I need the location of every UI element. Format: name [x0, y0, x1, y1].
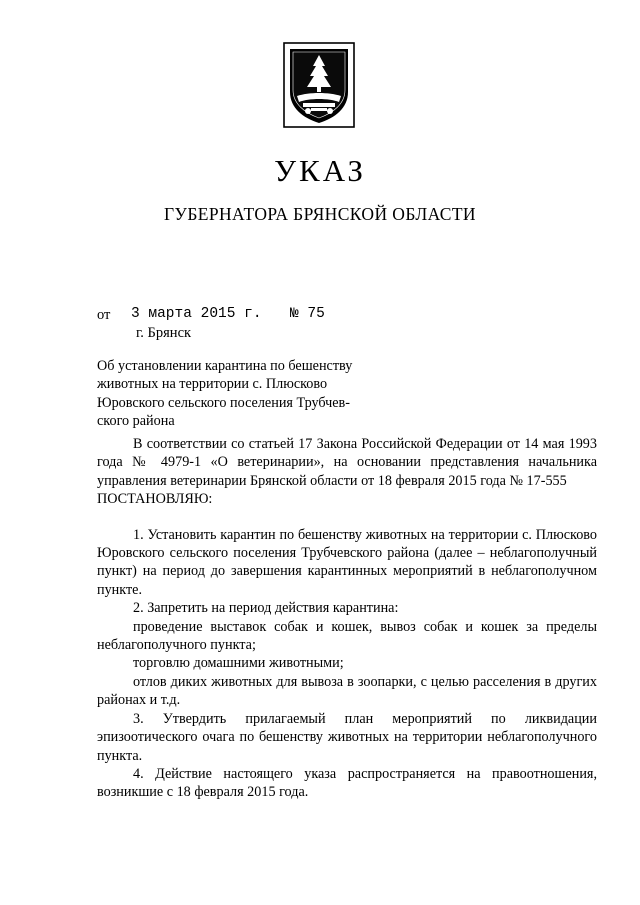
preamble-paragraph: В соответствии со статьей 17 Закона Российской Федерации от 14 мая 1993 года № 4979-1 «О ветеринарии», на основании представления начальника управления ветеринарии Брянской области от 18 февраля 2015 года № 17-555 [97, 436, 597, 489]
coat-of-arms-emblem [283, 42, 355, 128]
decree-body [97, 435, 597, 802]
heading-line: животных на территории с. Плюсково [97, 376, 328, 393]
heading-line: Об установлении карантина по бешенству [97, 358, 353, 374]
decree-heading [97, 357, 369, 430]
date-prefix: от [97, 307, 111, 323]
issuing-city: г. Брянск [136, 325, 192, 341]
decree-date: 3 марта 2015 г. [131, 306, 262, 322]
item-2-sub-1: проведение выставок собак и кошек, вывоз собак и кошек за пределы неблагополучного пункта; [97, 618, 597, 654]
item-3: 3. Утвердить прилагаемый план мероприятий по ликвидации эпизоотического очага по бешенству животных на территории неблагополучного пункта. [97, 710, 597, 764]
item-4: 4. Действие настоящего указа распространяется на правоотношения, возникшие с 18 февраля 2015 года. [97, 765, 597, 801]
heading-line: Юровского сельского поселения Трубчев- [97, 394, 350, 411]
bryansk-oblast-coat-of-arms-icon [283, 42, 355, 128]
item-2-sub-2: торговлю домашними животными; [133, 655, 344, 672]
document-title: УКАЗ [274, 153, 366, 188]
item-2: 2. Запретить на период действия карантина: [133, 600, 399, 617]
decree-word: ПОСТАНОВЛЯЮ: [97, 491, 213, 508]
item-2-sub-3: отлов диких животных для вывоза в зоопарки, с целью расселения в других районах и т.д. [97, 673, 597, 709]
decree-number: № 75 [290, 306, 325, 322]
document-subtitle: ГУБЕРНАТОРА БРЯНСКОЙ ОБЛАСТИ [164, 204, 476, 224]
item-1: 1. Установить карантин по бешенству животных на территории с. Плюсково Юровского сельского поселения Трубчевского района (далее – неблагополучный пункт) на период до завершения карантинных мероприятий в неблагополучном пункте. [97, 526, 597, 598]
heading-line: ского района [97, 412, 175, 429]
